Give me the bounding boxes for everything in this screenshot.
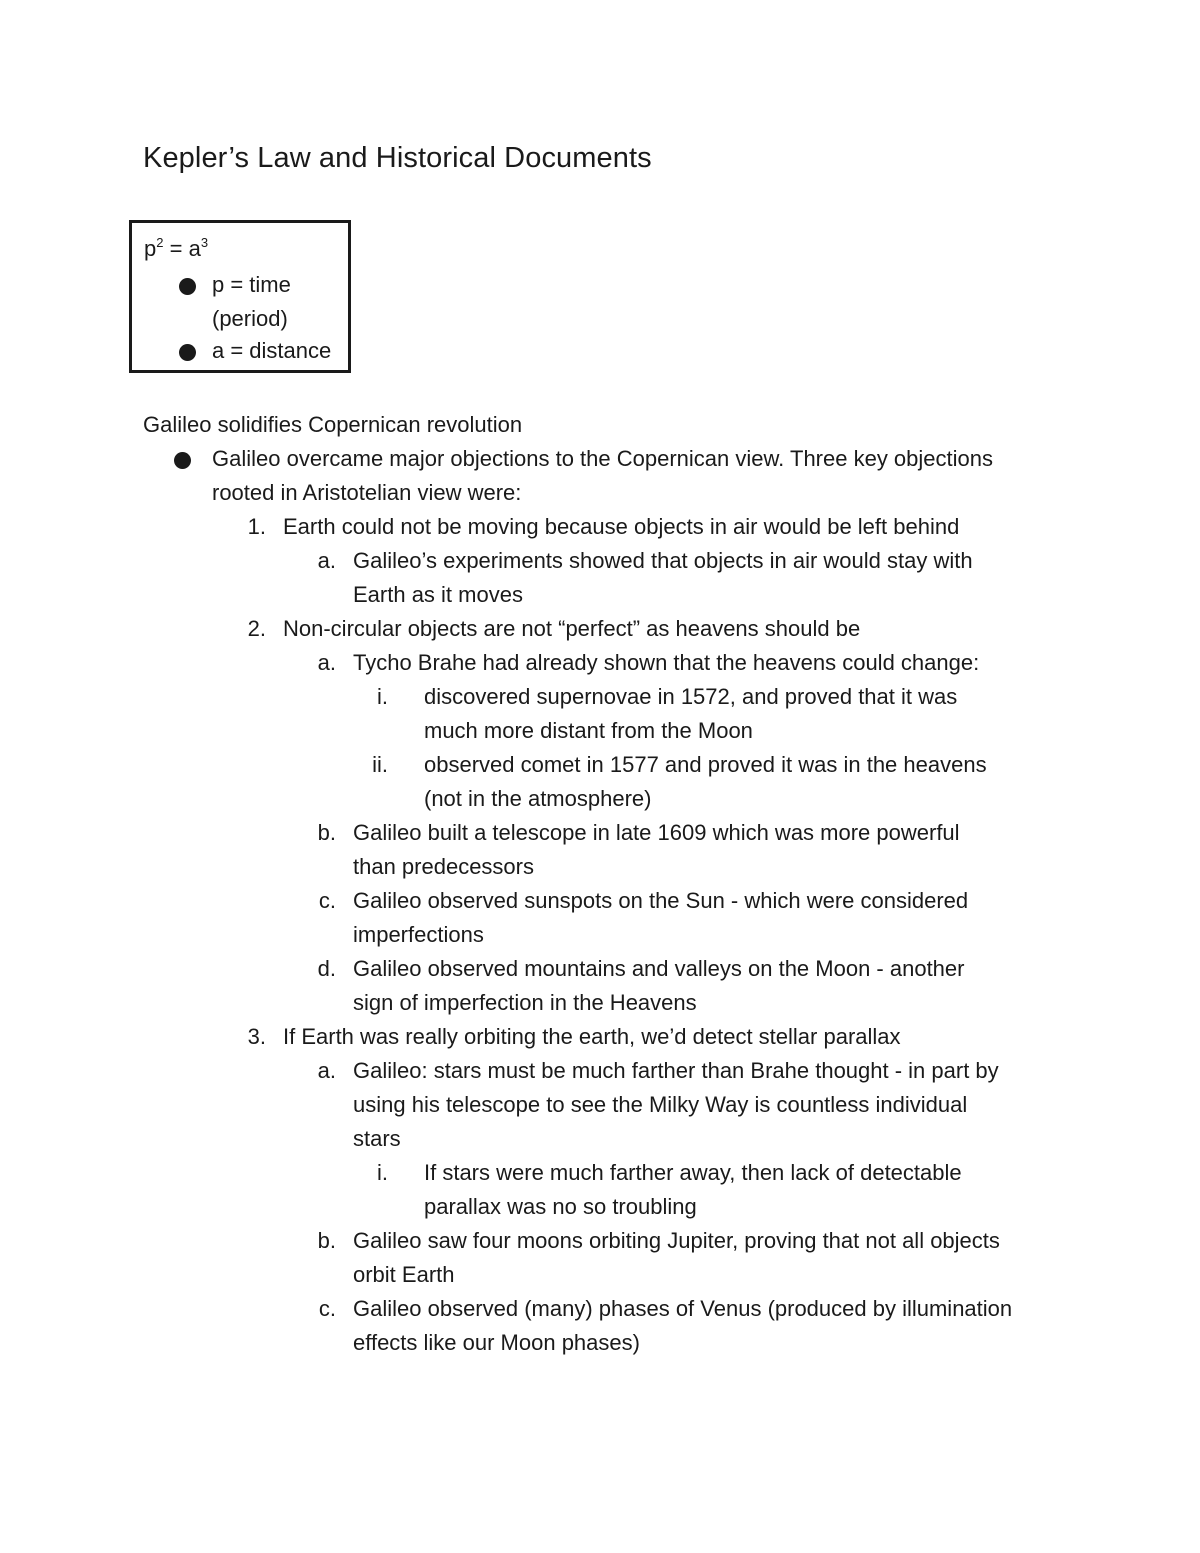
- list-item-text: discovered supernovae in 1572, and proved that it was: [424, 684, 958, 709]
- list-number: 1.: [247, 514, 266, 539]
- list-item-text: using his telescope to see the Milky Way is countless individual: [353, 1092, 968, 1117]
- formula-equals: =: [163, 236, 189, 261]
- list-item-text: parallax was no so troubling: [424, 1194, 697, 1219]
- list-item-text: Earth as it moves: [353, 582, 523, 607]
- list-letter: b.: [317, 1228, 336, 1253]
- list-item-text: Earth could not be moving because objects in air would be left behind: [283, 514, 960, 539]
- section-heading: Galileo solidifies Copernican revolution: [143, 412, 523, 437]
- formula-exponent-a: 3: [200, 235, 209, 250]
- bullet-icon: [174, 452, 191, 469]
- list-item-text: Galileo: stars must be much farther than Brahe thought - in part by: [353, 1058, 999, 1083]
- list-letter: c.: [318, 1296, 336, 1321]
- list-item-text: Non-circular objects are not “perfect” as heavens should be: [283, 616, 861, 641]
- formula-item-p: p = time: [212, 272, 291, 297]
- list-item-text: If stars were much farther away, then lack of detectable: [424, 1160, 962, 1185]
- list-item-text: stars: [353, 1126, 401, 1151]
- list-item-text: If Earth was really orbiting the earth, we’d detect stellar parallax: [283, 1024, 901, 1049]
- bullet-icon: [179, 344, 196, 361]
- list-letter: d.: [317, 956, 336, 981]
- list-number: 2.: [247, 616, 266, 641]
- list-item-text: Galileo observed mountains and valleys on the Moon - another: [353, 956, 965, 981]
- list-item-text: than predecessors: [353, 854, 534, 879]
- formula-item-p-detail: (period): [212, 306, 288, 331]
- page-title: Kepler’s Law and Historical Documents: [143, 142, 652, 174]
- list-number: 3.: [247, 1024, 266, 1049]
- list-roman: ii.: [372, 752, 388, 777]
- list-roman: i.: [377, 1160, 388, 1185]
- kepler-formula: [144, 235, 208, 263]
- list-letter: a.: [317, 548, 336, 573]
- list-letter: c.: [318, 888, 336, 913]
- list-item-text: Galileo saw four moons orbiting Jupiter, proving that not all objects: [353, 1228, 1000, 1253]
- list-item-text: Galileo observed (many) phases of Venus (produced by illumination: [353, 1296, 1013, 1321]
- bullet-icon: [179, 278, 196, 295]
- list-letter: a.: [317, 1058, 336, 1083]
- list-item-text: imperfections: [353, 922, 484, 947]
- list-letter: b.: [317, 820, 336, 845]
- formula-box: [129, 220, 351, 373]
- formula-item-a: a = distance: [212, 338, 332, 363]
- formula-base-p: p: [144, 236, 157, 261]
- formula-exponent-p: 2: [156, 235, 164, 250]
- list-item-text: Galileo’s experiments showed that objects in air would stay with: [353, 548, 973, 573]
- list-item-text: Tycho Brahe had already shown that the heavens could change:: [353, 650, 980, 675]
- list-item-text: (not in the atmosphere): [424, 786, 652, 811]
- list-item-text: orbit Earth: [353, 1262, 455, 1287]
- list-item-text: sign of imperfection in the Heavens: [353, 990, 697, 1015]
- list-item-text: Galileo observed sunspots on the Sun - which were considered: [353, 888, 969, 913]
- list-item-text: Galileo overcame major objections to the Copernican view. Three key objections: [212, 446, 993, 471]
- list-item-text: Galileo built a telescope in late 1609 which was more powerful: [353, 820, 960, 845]
- formula-base-a: a: [188, 236, 201, 261]
- list-item-text: much more distant from the Moon: [424, 718, 753, 743]
- list-letter: a.: [317, 650, 336, 675]
- list-item-text: rooted in Aristotelian view were:: [212, 480, 522, 505]
- list-item-text: observed comet in 1577 and proved it was in the heavens: [424, 752, 987, 777]
- list-roman: i.: [377, 684, 388, 709]
- list-item-text: effects like our Moon phases): [353, 1330, 640, 1355]
